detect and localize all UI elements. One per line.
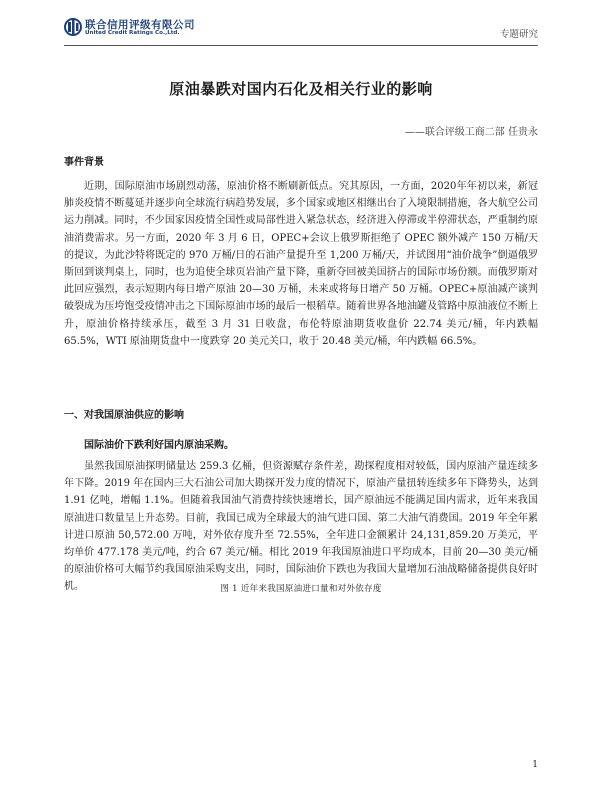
author-line: ——联合评级工商二部 任贵永 <box>404 127 538 138</box>
supply-paragraph: 虽然我国原油探明储量达 259.3 亿桶，但资源赋存条件差，勘探程度相对较低，国内原油产量连续多年下降。2019 年在国内三大石油公司加大勘探开发力度的情况下，原油产量扭转连续多年下降势头，达到 1.91 亿吨，增幅 1.1%。但随着我国油气消费持续快速增长，国产原油远不能满足国内需求，近年来我国原油进口数量呈上升态势。目前，我国已成为全球最大的油气进口国、第二大油气消费国。2019 年全年累计进口原油 50,572.00 万吨，对外依存度升至 72.55%，全年进口金额累计 24,131,859.20 万美元，平均单价 477.178 美元/吨，约合 67 美元/桶。相比 2019 年我国原油进口平均成本，目前 20—30 美元/桶的原油价格可大幅节约我国原油采购支出，同时，国际油价下跌也为我国大量增加石油战略储备提供良好时机。 <box>64 461 538 593</box>
page-title: 原油暴跌对国内石化及相关行业的影响 <box>169 80 433 98</box>
company-logo <box>64 16 224 40</box>
report-category: 专题研究 <box>499 29 538 40</box>
supply-subheading: 国际油价下跌利好国内原油采购。 <box>84 440 234 451</box>
page-number: 1 <box>532 760 538 770</box>
background-heading: 事件背景 <box>64 157 104 168</box>
logo-chinese-name: 联合信用评级有限公司 <box>85 19 195 31</box>
header-divider <box>64 45 538 46</box>
supply-section-heading: 一、对我国原油供应的影响 <box>64 410 184 421</box>
ucr-logo-icon <box>64 16 82 38</box>
logo-english-name: United Credit Ratings Co.,Ltd. <box>85 30 180 36</box>
figure-caption: 图 1 近年来我国原油进口量和对外依存度 <box>220 584 382 594</box>
page-header <box>64 14 538 44</box>
background-paragraph: 近期，国际原油市场剧烈动荡，原油价格不断刷新低点。究其原因，一方面，2020年年初以来，新冠肺炎疫情不断蔓延并逐步向全球流行病趋势发展，多个国家或地区相继出台了入境限制措施，各大航空公司运力削减。同时，不少国家因疫情全国性或局部性进入紧急状态，经济进入停滞或半停滞状态，严重制约原油消费需求。另一方面，2020 年 3 月 6 日，OPEC+会议上俄罗斯拒绝了 OPEC 额外减产 150 万桶/天的提议，为此沙特将既定的 970 万桶/日的石油产量提升至 1,200 万桶/天，并试图用“油价战争”倒逼俄罗斯回到谈判桌上，同时，也为追使全球页岩油产量下降，重新夺回被美国挤占的国际市场份额。而俄罗斯对此回应强烈，表示短期内每日增产原油 20—30 万桶，未来或将每日增产 50 万桶。OPEC+原油减产谈判破裂成为压垮饱受疫情冲击之下国际原油市场的最后一根稻草。随着世界各地油罐及管路中原油液位不断上升，原油价格持续承压，截至 3 月 31 日收盘，布伦特原油期货收盘价 22.74 美元/桶，年内跌幅 65.5%，WTI 原油期货盘中一度跌穿 20 美元关口，收于 20.48 美元/桶，年内跌幅 66.5%。 <box>64 181 538 347</box>
